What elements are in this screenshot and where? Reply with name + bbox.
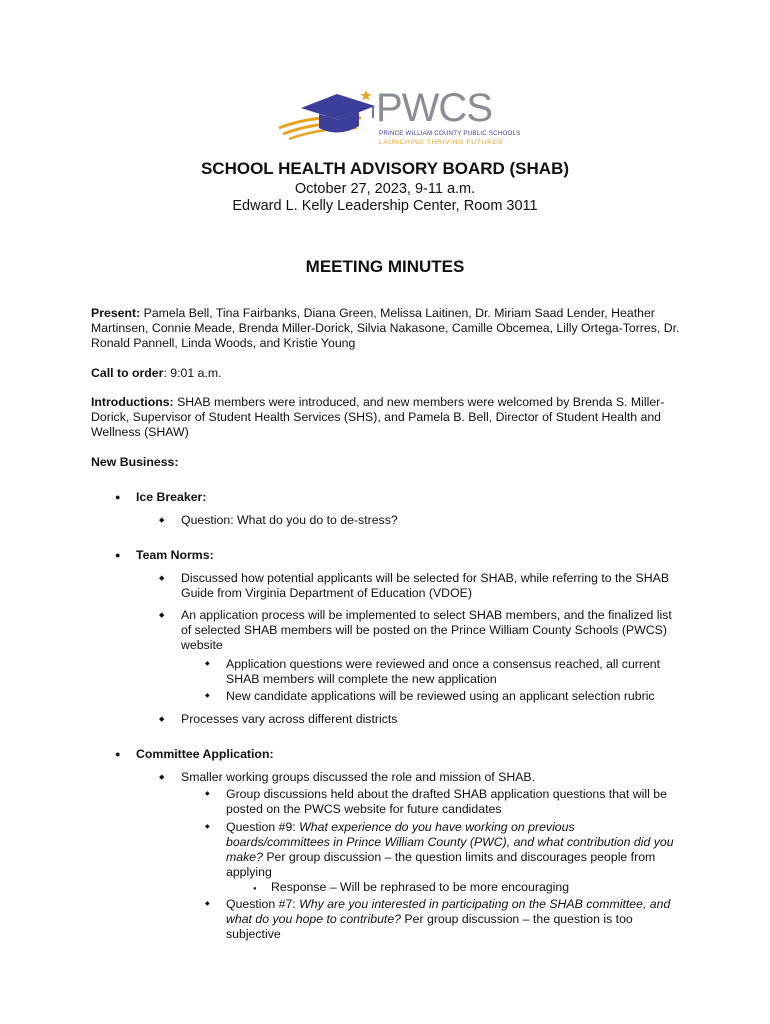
question-7 [226,897,681,942]
question-9-response: ● Response – Will be rephrased to be more encouraging [271,880,671,895]
introductions-text: SHAB members were introduced, and new members were welcomed by Brenda S. Miller-Dorick, Supervisor of Student Health Services (SHS), and Pamela B. Bell, Director of Student Health and Wellness (SHAW) [91,395,665,439]
team-norms-item: ◆ Processes vary across different districts [181,712,681,727]
call-to-order-label: Call to order [91,366,164,380]
ice-breaker-question: ◆ Question: What do you do to de-stress? [181,513,681,528]
logo-subtitle: PRINCE WILLIAM COUNTY PUBLIC SCHOOLS [379,130,521,137]
committee-subitem: ◆ Group discussions held about the drafted SHAB application questions that will be posted on the PWCS website for future candidates [226,787,681,817]
team-norms-item: ◆ An application process will be implemented to select SHAB members, and the finalized list of selected SHAB members will be posted on the Prince William County Schools (PWCS) website [181,608,681,653]
document-title: SCHOOL HEALTH ADVISORY BOARD (SHAB) [200,159,570,178]
meeting-location: Edward L. Kelly Leadership Center, Room 3011 [232,198,538,214]
question-7-text: Why are you interested in participating on the SHAB committee, and what do you hope to contribute? [226,897,671,926]
team-norms-item: ◆ Discussed how potential applicants will be selected for SHAB, while referring to the SHAB Guide from Virginia Department of Education (VDOE) [181,571,681,601]
question-9-discussion: Per group discussion – the question limits and discourages people from applying [226,850,656,879]
logo-wordmark: PWCS [376,86,492,130]
new-business-heading: New Business: [91,455,179,469]
minutes-heading: MEETING MINUTES [305,257,465,276]
introductions-label: Introductions: [91,395,174,409]
meeting-date: October 27, 2023, 9-11 a.m. [294,181,476,197]
question-9-text: What experience do you have working on previous boards/committees in Prince William County (PWC), and what contribution did you make? [226,820,674,864]
ice-breaker-heading: ● Ice Breaker: [136,490,206,505]
question-7-label: Question #7: [226,897,300,911]
committee-item: ◆ Smaller working groups discussed the role and mission of SHAB. [181,770,681,785]
question-9 [226,820,681,880]
call-to-order [91,366,691,381]
introductions-paragraph [91,395,691,440]
graduation-cap-icon [275,88,385,150]
question-7-discussion: Per group discussion – the question is too subjective [226,912,633,941]
team-norms-subitem: ◆ Application questions were reviewed and once a consensus reached, all current SHAB members will complete the new application [226,657,681,687]
team-norms-subitem: ◆ New candidate applications will be reviewed using an applicant selection rubric [226,689,681,704]
present-paragraph [91,306,691,351]
question-9-label: Question #9: [226,820,300,834]
call-to-order-text: : 9:01 a.m. [163,366,222,380]
present-text: Pamela Bell, Tina Fairbanks, Diana Green, Melissa Laitinen, Dr. Miriam Saad Lender, Heather Martinsen, Connie Meade, Brenda Miller-Dorick, Silvia Nakasone, Camille Obcemea, Lilly Ortega-Torres, Dr. Ronald Pannell, Linda Woods, and Kristie Young [91,306,680,350]
committee-heading: ● Committee Application: [136,747,274,762]
pwcs-logo [275,86,521,150]
present-label: Present: [91,306,141,320]
logo-tagline: LAUNCHING THRIVING FUTURES [379,139,503,146]
team-norms-heading: ● Team Norms: [136,548,214,563]
